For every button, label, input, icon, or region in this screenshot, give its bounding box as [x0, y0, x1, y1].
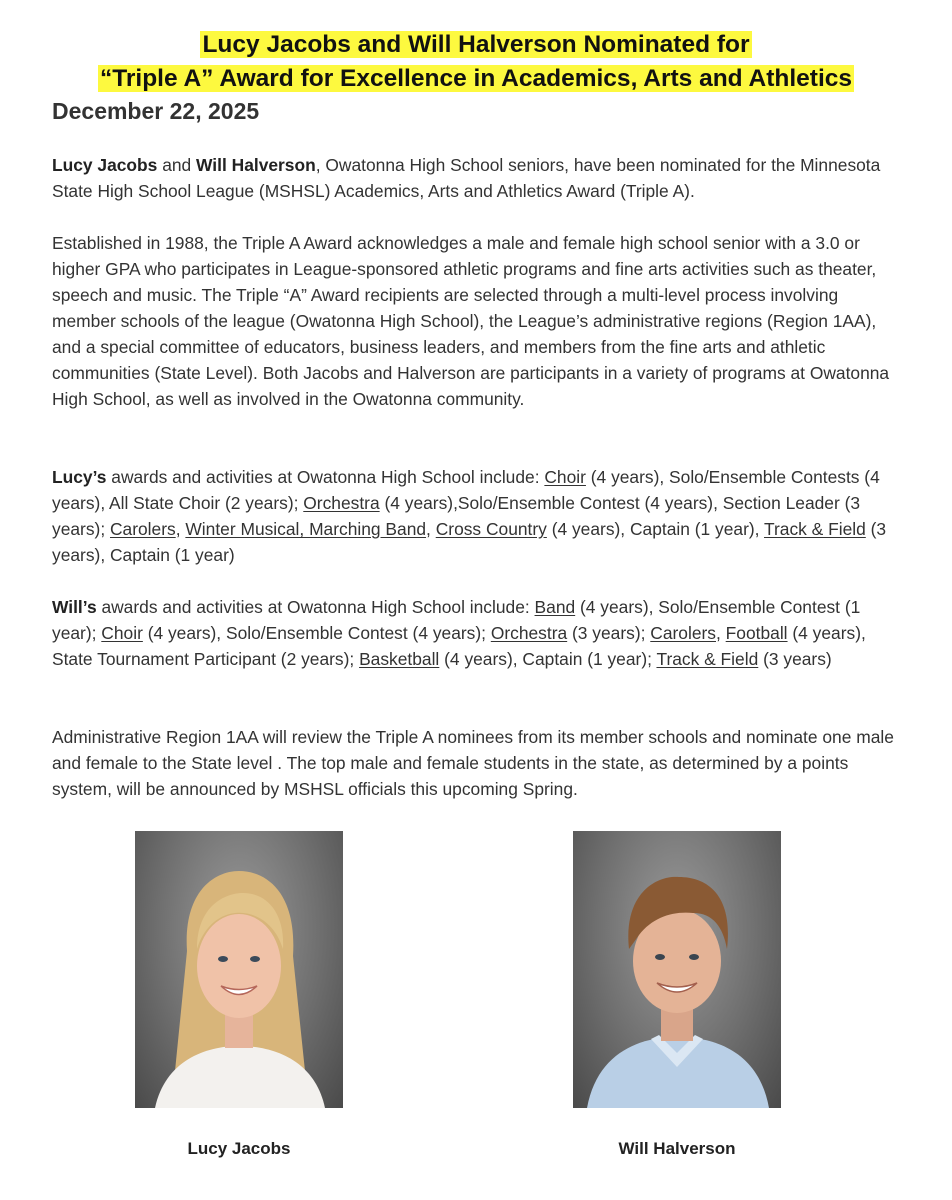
- will-text-7: (3 years): [758, 649, 832, 669]
- name-will: Will Halverson: [196, 155, 316, 175]
- headline-line-1: Lucy Jacobs and Will Halverson Nominated for: [202, 31, 750, 58]
- intro-and: and: [157, 155, 197, 175]
- will-text-4: ,: [716, 623, 726, 643]
- link-will-track[interactable]: Track & Field: [656, 649, 759, 669]
- link-will-basketball[interactable]: Basketball: [359, 649, 440, 669]
- link-will-band[interactable]: Band: [534, 597, 576, 617]
- release-date: December 22, 2025: [52, 98, 260, 124]
- intro-paragraph: [52, 152, 902, 204]
- will-text-5: (4 years), State Tournament Participant (2 years);: [52, 623, 866, 669]
- will-lead: Will’s: [52, 597, 97, 617]
- will-activities-paragraph: [52, 594, 902, 672]
- headline-line-2: “Triple A” Award for Excellence in Academics, Arts and Athletics: [99, 65, 853, 92]
- portrait-illustration: [573, 831, 781, 1108]
- intro-text: , Owatonna High School seniors, have been nominated for the Minnesota State High School League (MSHSL) Academics, Arts and Athletics Award (Triple A).: [52, 155, 881, 201]
- lucy-text-1: (4 years), Solo/Ensemble Contests (4 years), All State Choir (2 years);: [52, 467, 880, 513]
- lucy-lead: Lucy’s: [52, 467, 107, 487]
- will-text-6: (4 years), Captain (1 year);: [439, 649, 657, 669]
- link-will-orchestra[interactable]: Orchestra: [490, 623, 568, 643]
- link-lucy-track[interactable]: Track & Field: [764, 519, 866, 539]
- will-text-2: (4 years), Solo/Ensemble Contest (4 years);: [142, 623, 491, 643]
- lucy-text-6: (3 years), Captain (1 year): [52, 519, 887, 565]
- will-photo-caption: Will Halverson: [618, 1139, 736, 1158]
- lucy-portrait-photo: [135, 831, 343, 1108]
- closing-paragraph: Administrative Region 1AA will review the Triple A nominees from its member schools and nominate one male and female to the State level . The top male and female students in the state, as determined by a points system, will be announced by MSHSL officials this upcoming Spring.: [52, 727, 894, 799]
- lucy-intro-text: awards and activities at Owatonna High School include:: [106, 467, 545, 487]
- award-description-paragraph: Established in 1988, the Triple A Award acknowledges a male and female high school senior with a 3.0 or higher GPA who participates in League-sponsored athletic programs and fine arts activities such as theater, speech and music. The Triple “A” Award recipients are selected through a multi-level process involving member schools of the league (Owatonna High School), the League’s administrative regions (Region 1AA), and a special committee of educators, business leaders, and members from the fine arts and athletic communities (State Level). Both Jacobs and Halverson are participants in a variety of programs at Owatonna High School, as well as involved in the Owatonna community.: [52, 233, 890, 409]
- will-portrait-photo: [573, 831, 781, 1108]
- link-lucy-winter-musical[interactable]: Winter Musical, Marching Band: [185, 519, 427, 539]
- lucy-photo-caption: Lucy Jacobs: [187, 1139, 291, 1158]
- lucy-text-3: ,: [175, 519, 186, 539]
- will-intro-text: awards and activities at Owatonna High School include:: [96, 597, 535, 617]
- portrait-illustration: [135, 831, 343, 1108]
- lucy-activities-paragraph: [52, 464, 902, 568]
- lucy-text-5: (4 years), Captain (1 year),: [546, 519, 765, 539]
- lucy-text-2: (4 years),Solo/Ensemble Contest (4 years), Section Leader (3 years);: [52, 493, 861, 539]
- will-text-3: (3 years);: [567, 623, 651, 643]
- link-lucy-orchestra[interactable]: Orchestra: [303, 493, 380, 513]
- link-lucy-carolers[interactable]: Carolers: [109, 519, 176, 539]
- link-will-choir[interactable]: Choir: [101, 623, 143, 643]
- lucy-text-4: ,: [426, 519, 436, 539]
- link-will-carolers[interactable]: Carolers: [650, 623, 716, 643]
- link-will-football[interactable]: Football: [725, 623, 788, 643]
- link-lucy-cross-country[interactable]: Cross Country: [435, 519, 547, 539]
- link-lucy-choir[interactable]: Choir: [544, 467, 586, 487]
- will-text-1: (4 years), Solo/Ensemble Contest (1 year);: [52, 597, 861, 643]
- headline: [0, 28, 952, 96]
- name-lucy: Lucy Jacobs: [52, 155, 158, 175]
